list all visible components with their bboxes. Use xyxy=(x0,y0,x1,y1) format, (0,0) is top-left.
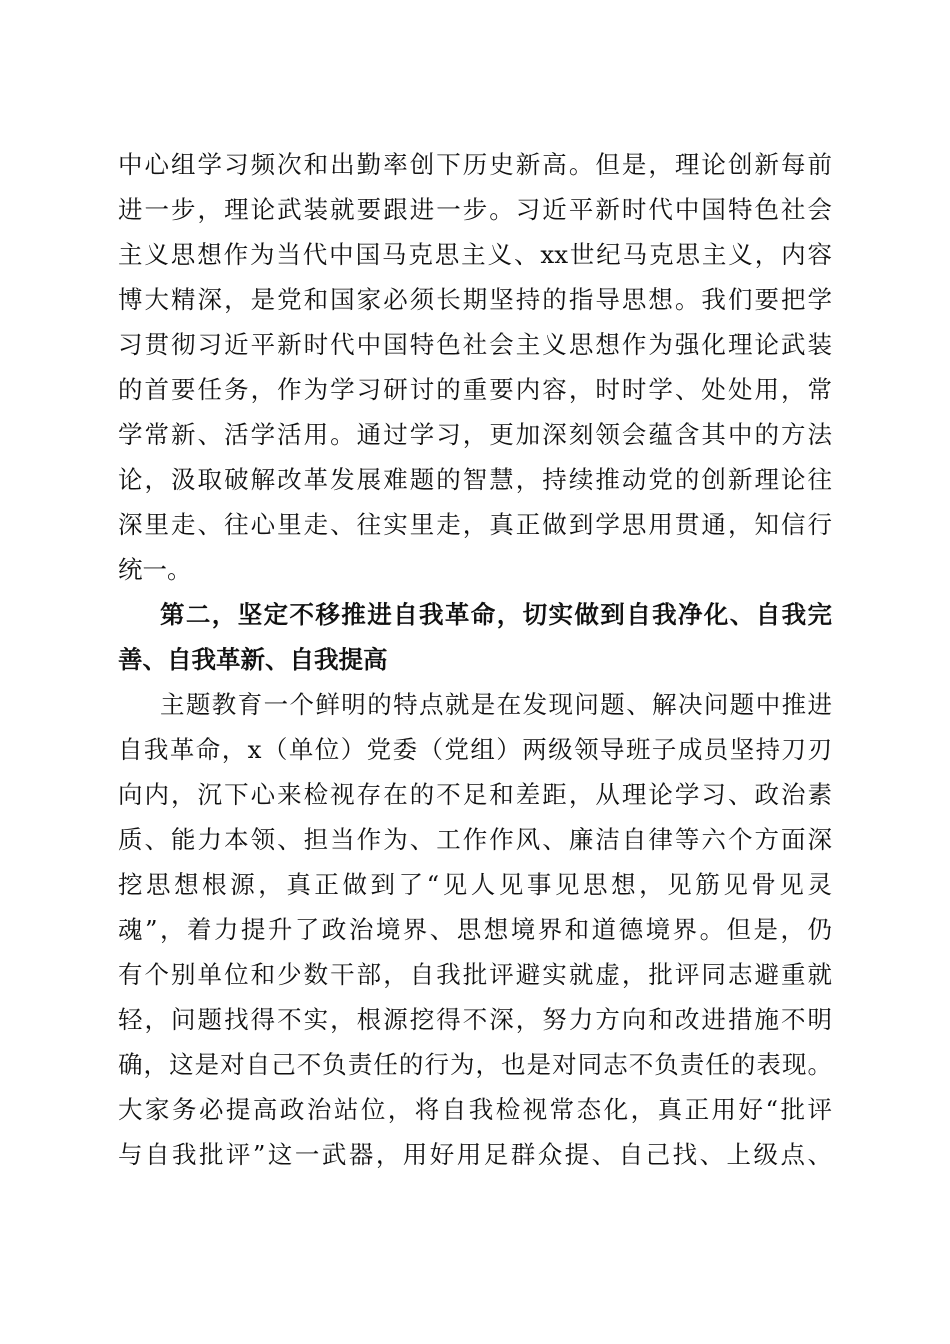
body-text-line: 与自我批评”这一武器，用好用足群众提、自己找、上级点、 xyxy=(118,1140,832,1169)
body-text-line: 习贯彻习近平新时代中国特色社会主义思想作为强化理论武装 xyxy=(118,330,832,359)
body-text-line: 博大精深，是党和国家必须长期坚持的指导思想。我们要把学 xyxy=(118,285,832,314)
body-text-line: 轻，问题找得不实，根源挖得不深，努力方向和改进措施不明 xyxy=(118,1005,832,1034)
body-text-line: 魂”，着力提升了政治境界、思想境界和道德境界。但是，仍 xyxy=(118,915,832,944)
body-text-line: 的首要任务，作为学习研讨的重要内容，时时学、处处用，常 xyxy=(118,375,832,404)
body-text-line: 进一步，理论武装就要跟进一步。习近平新时代中国特色社会 xyxy=(118,195,832,224)
body-text-line: 确，这是对自己不负责任的行为，也是对同志不负责任的表现。 xyxy=(118,1050,832,1079)
body-text-line: 中心组学习频次和出勤率创下历史新高。但是，理论创新每前 xyxy=(118,150,832,179)
section-heading-line: 第二，坚定不移推进自我革命，切实做到自我净化、自我完 xyxy=(160,600,832,629)
body-text-line: 挖思想根源，真正做到了“见人见事见思想，见筋见骨见灵 xyxy=(118,870,832,899)
section-heading-line: 善、自我革新、自我提高 xyxy=(118,645,388,674)
body-text-line: 自我革命，x（单位）党委（党组）两级领导班子成员坚持刀刃 xyxy=(118,735,832,764)
body-text-line: 质、能力本领、担当作为、工作作风、廉洁自律等六个方面深 xyxy=(118,825,832,854)
body-text-line: 深里走、往心里走、往实里走，真正做到学思用贯通，知信行 xyxy=(118,510,832,539)
body-text-line: 向内，沉下心来检视存在的不足和差距，从理论学习、政治素 xyxy=(118,780,832,809)
body-text-line: 大家务必提高政治站位，将自我检视常态化，真正用好“批评 xyxy=(118,1095,832,1124)
body-text-line: 主义思想作为当代中国马克思主义、xx世纪马克思主义，内容 xyxy=(118,240,832,269)
body-text-line: 学常新、活学活用。通过学习，更加深刻领会蕴含其中的方法 xyxy=(118,420,832,449)
body-text-line: 论，汲取破解改革发展难题的智慧，持续推动党的创新理论往 xyxy=(118,465,832,494)
body-text-line: 有个别单位和少数干部，自我批评避实就虚，批评同志避重就 xyxy=(118,960,832,989)
body-text-line: 统一。 xyxy=(118,555,192,584)
body-text-line: 主题教育一个鲜明的特点就是在发现问题、解决问题中推进 xyxy=(160,690,832,719)
